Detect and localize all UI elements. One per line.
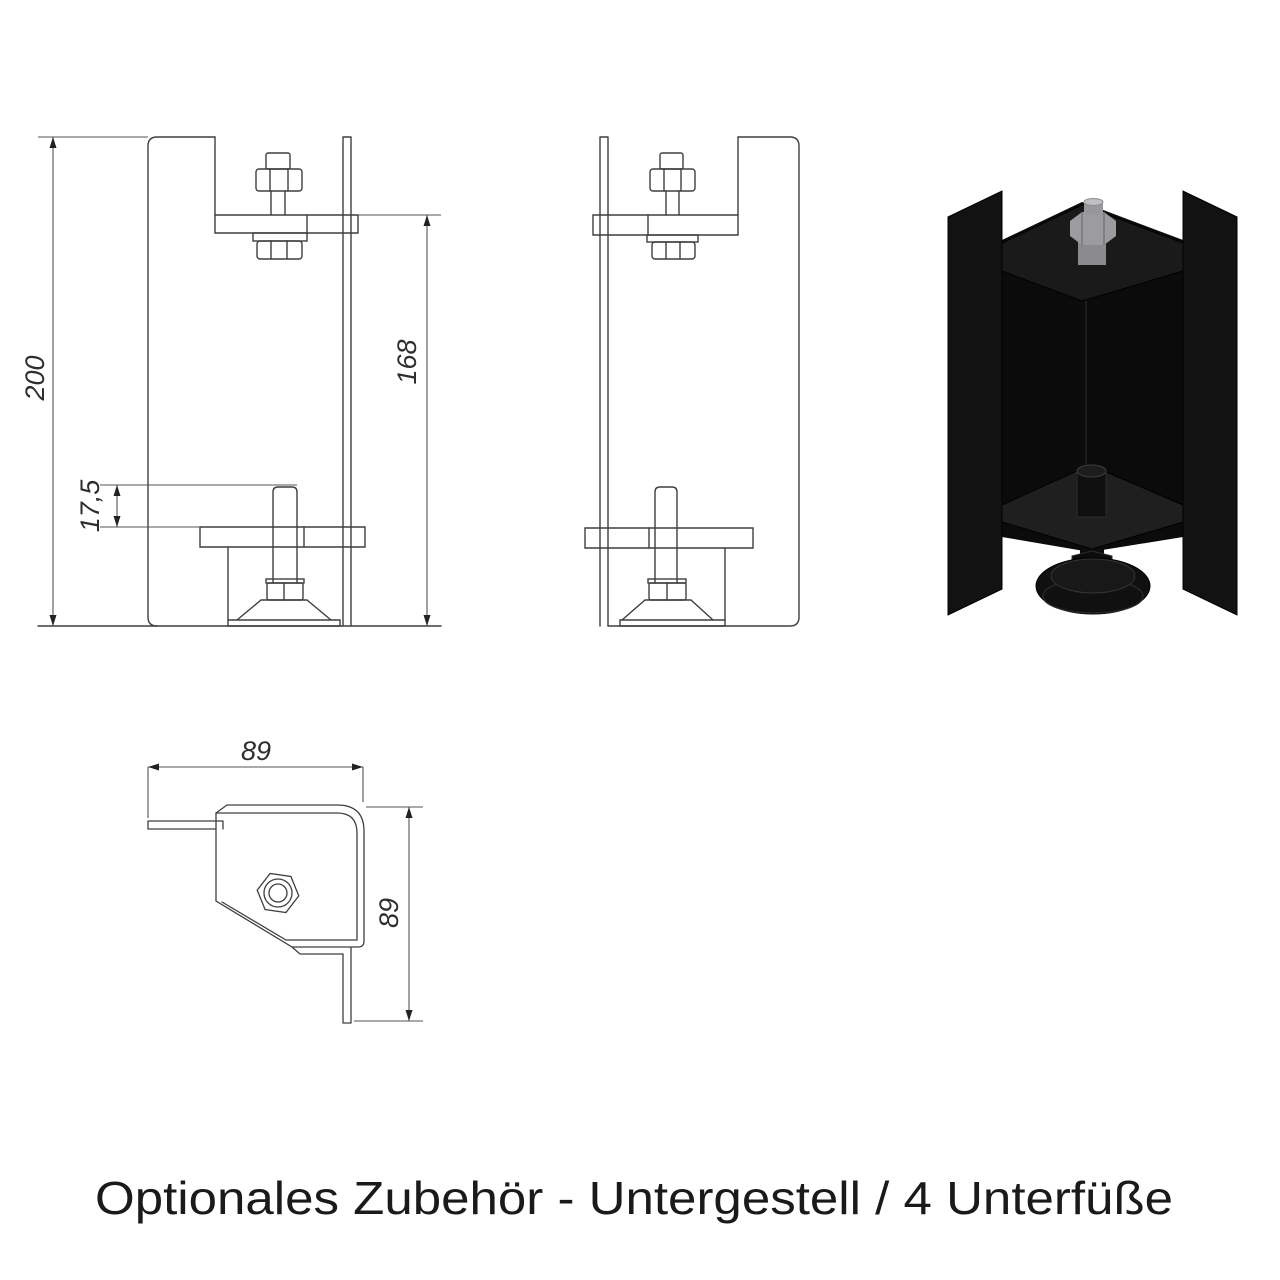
- iso-view: [948, 191, 1237, 615]
- iso-bottom-stud: [1077, 465, 1106, 517]
- side-part-outline: [585, 137, 799, 626]
- dim-width: [148, 736, 363, 818]
- caption: Optionales Zubehör - Untergestell / 4 Unterfüße: [95, 1172, 1173, 1224]
- side-top-bolt: [647, 153, 698, 259]
- front-part-outline: [148, 137, 365, 626]
- side-leveling-foot: [620, 487, 725, 626]
- top-part-outline: [148, 805, 364, 1023]
- top-center-nut: [257, 874, 299, 913]
- front-top-bolt: [253, 153, 307, 259]
- dim-bracket-height: [358, 215, 441, 626]
- dimension-label-width: 89: [240, 736, 272, 766]
- side-view: [585, 137, 799, 626]
- dimension-label-depth: 89: [374, 897, 404, 929]
- dimension-label-foot-adjustment: 17,5: [75, 479, 105, 533]
- dim-foot-adjustment: [75, 479, 297, 533]
- top-view-dimensions: [148, 736, 423, 1021]
- top-view: [148, 805, 364, 1023]
- iso-leveling-foot: [1036, 549, 1150, 614]
- dimension-label-overall-height: 200: [20, 355, 50, 401]
- iso-right-plate: [1183, 191, 1237, 615]
- front-dimensions: [20, 137, 441, 626]
- dim-overall-height: [20, 137, 148, 626]
- iso-left-plate: [948, 191, 1002, 615]
- dimension-label-bracket-height: 168: [392, 339, 422, 385]
- front-view: [38, 137, 441, 626]
- front-leveling-foot: [228, 487, 340, 626]
